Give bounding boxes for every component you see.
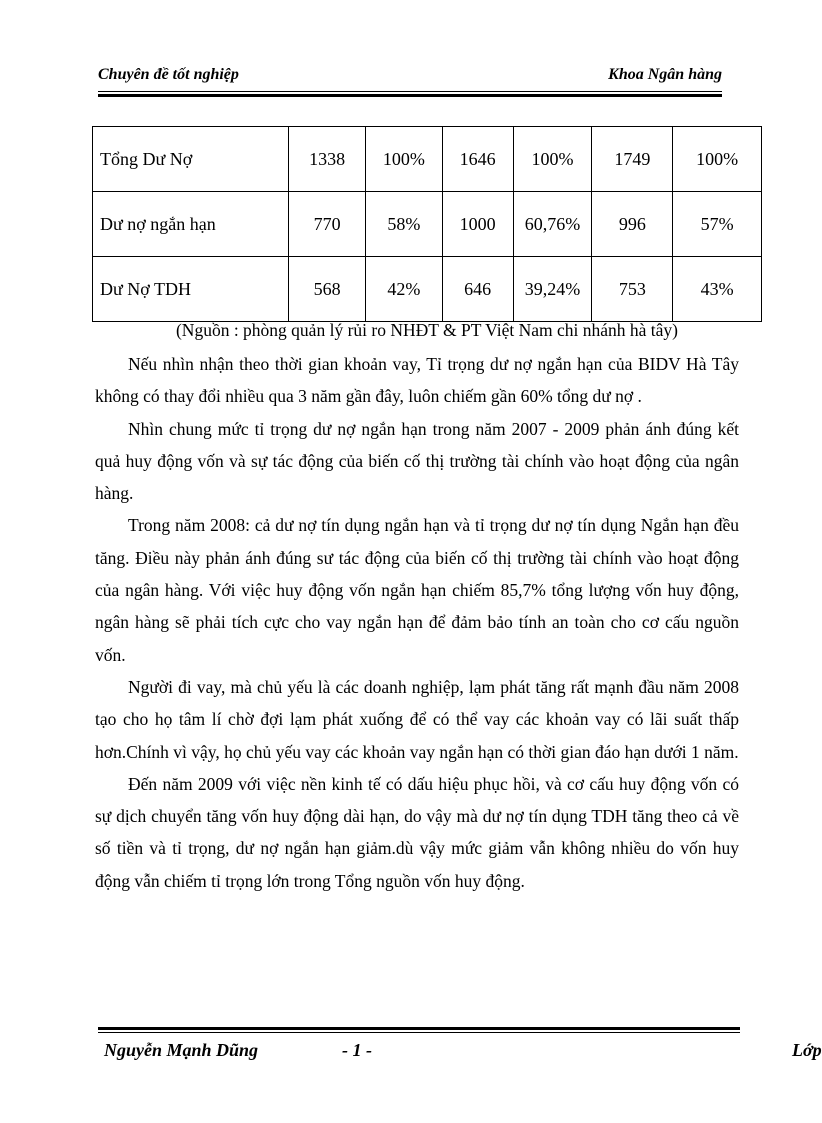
paragraph: Đến năm 2009 với việc nền kinh tế có dấu hiệu phục hồi, và cơ cấu huy động vốn có sự dịch chuyển tăng vốn huy động dài hạn, do vậy mà dư nợ tín dụng TDH tăng theo cả về số tiền và tỉ trọng, dư nợ ngắn hạn giảm.dù vậy mức giảm vẫn không nhiều do vốn huy động vẫn chiếm tỉ trọng lớn trong Tổng nguồn vốn huy động. [95,773,739,891]
table-cell: 43% [673,257,762,322]
row-label: Dư Nợ TDH [93,257,289,322]
table-cell: 39,24% [513,257,592,322]
table-row [93,127,762,192]
table-cell: 100% [513,127,592,192]
table-row [93,257,762,322]
table-cell: 100% [673,127,762,192]
table-cell: 1338 [289,127,366,192]
table-cell: 58% [365,192,442,257]
table-cell: 753 [592,257,673,322]
footer-divider-thick [98,1027,740,1030]
footer-class: Lớp [792,1040,822,1060]
table-cell: 1000 [442,192,513,257]
body-text [95,348,739,897]
footer-divider [98,1032,740,1033]
table-cell: 646 [442,257,513,322]
table-cell: 1749 [592,127,673,192]
row-label: Tổng Dư Nợ [93,127,289,192]
header-divider-thick [98,94,722,97]
paragraph: Trong năm 2008: cả dư nợ tín dụng ngắn hạn và tỉ trọng dư nợ tín dụng Ngắn hạn đều tăng. Điều này phản ánh đúng sư tác động của biến cố thị trường tài chính vào hoạt động của ngân hàng. Với việc huy động vốn ngắn hạn chiếm 85,7% tổng lượng vốn huy động, ngân hàng sẽ phải tích cực cho vay ngắn hạn để đảm bảo tính an toàn cho cơ cấu nguồn vốn. [95,515,739,665]
paragraph: Nếu nhìn nhận theo thời gian khoản vay, Tỉ trọng dư nợ ngắn hạn của BIDV Hà Tây không có thay đổi nhiều qua 3 năm gần đây, luôn chiếm gần 60% tổng dư nợ . [95,354,739,407]
table-cell: 100% [365,127,442,192]
table-cell: 996 [592,192,673,257]
table-source-note: (Nguồn : phòng quản lý rủi ro NHĐT & PT Việt Nam chi nhánh hà tây) [175,320,678,340]
table-cell: 770 [289,192,366,257]
footer-author: Nguyễn Mạnh Dũng [104,1040,259,1060]
paragraph: Nhìn chung mức tỉ trọng dư nợ ngắn hạn trong năm 2007 - 2009 phản ánh đúng kết quả huy động vốn và sự tác động của biến cố thị trường tài chính vào hoạt động của ngân hàng. [95,418,739,504]
header-department: Khoa Ngân hàng [608,66,722,83]
table-cell: 42% [365,257,442,322]
page-number: - 1 - [342,1040,372,1060]
row-label: Dư nợ ngắn hạn [93,192,289,257]
table-cell: 1646 [442,127,513,192]
debt-table [92,126,762,322]
table-row [93,192,762,257]
paragraph: Người đi vay, mà chủ yếu là các doanh nghiệp, lạm phát tăng rất mạnh đầu năm 2008 tạo cho họ tâm lí chờ đợi lạm phát xuống để có thể vay các khoản vay có lãi suất thấp hơn.Chính vì vậy, họ chủ yếu vay các khoản vay ngắn hạn có thời gian đáo hạn dưới 1 năm. [95,676,739,762]
table-cell: 568 [289,257,366,322]
page-footer [104,1040,822,1064]
header-title: Chuyên đề tốt nghiệp [98,66,239,83]
page-header [98,66,722,92]
header-divider [98,91,722,92]
table-cell: 57% [673,192,762,257]
table-cell: 60,76% [513,192,592,257]
